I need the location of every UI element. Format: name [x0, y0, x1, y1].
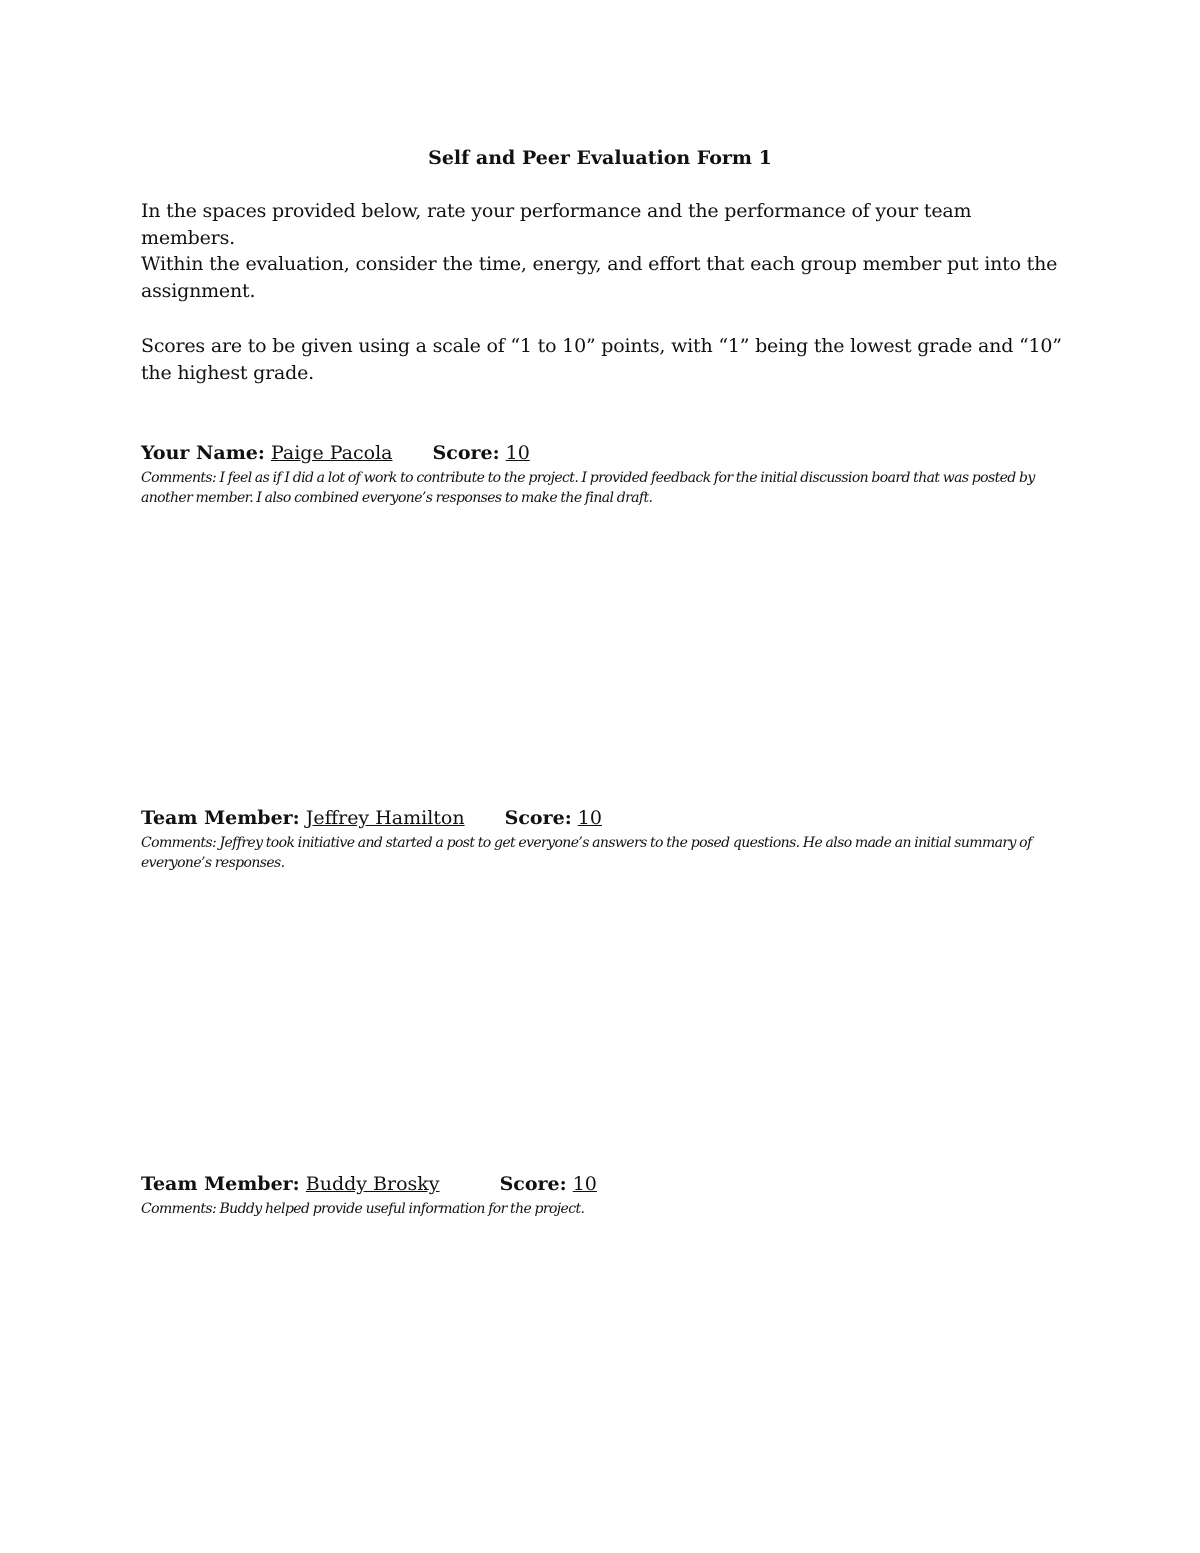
entry-header — [141, 440, 1071, 466]
consideration-paragraph: Within the evaluation, consider the time, energy, and effort that each group member put into the assignment. — [141, 253, 1058, 302]
entry-header — [141, 1171, 1071, 1197]
score-value: 10 — [572, 1173, 597, 1195]
team-member-entry — [141, 805, 1071, 873]
score-group — [505, 805, 602, 831]
entry-comment: Comments: Jeffrey took initiative and started a post to get everyone’s answers to the posed questions. He also made an initial summary of everyone’s responses. — [141, 835, 1032, 871]
instructions-paragraph: In the spaces provided below, rate your performance and the performance of your team members. — [141, 200, 972, 249]
entry-header — [141, 805, 1071, 831]
team-member-entry — [141, 1171, 1071, 1219]
self-evaluation-entry — [141, 440, 1071, 508]
score-label: Score: — [499, 1173, 567, 1195]
name-value: Jeffrey Hamilton — [305, 807, 465, 829]
name-value: Paige Pacola — [270, 442, 393, 464]
entry-comment: Comments: I feel as if I did a lot of work to contribute to the project. I provided feedback for the initial discussion board that was posted by another member. I also combined everyone’s responses to make the final draft. — [141, 470, 1035, 506]
scoring-scale-paragraph: Scores are to be given using a scale of “1 to 10” points, with “1” being the lowest grade and “10” the highest grade. — [141, 335, 1062, 384]
score-value: 10 — [577, 807, 602, 829]
name-label: Team Member: — [141, 807, 300, 829]
score-group — [433, 440, 530, 466]
score-value: 10 — [505, 442, 530, 464]
entry-comment: Comments: Buddy helped provide useful information for the project. — [141, 1201, 585, 1217]
name-value: Buddy Brosky — [305, 1173, 440, 1195]
score-label: Score: — [504, 807, 572, 829]
score-label: Score: — [432, 442, 500, 464]
name-label: Team Member: — [141, 1173, 300, 1195]
name-label: Your Name: — [141, 442, 265, 464]
form-title: Self and Peer Evaluation Form 1 — [428, 147, 772, 169]
score-group — [500, 1171, 597, 1197]
